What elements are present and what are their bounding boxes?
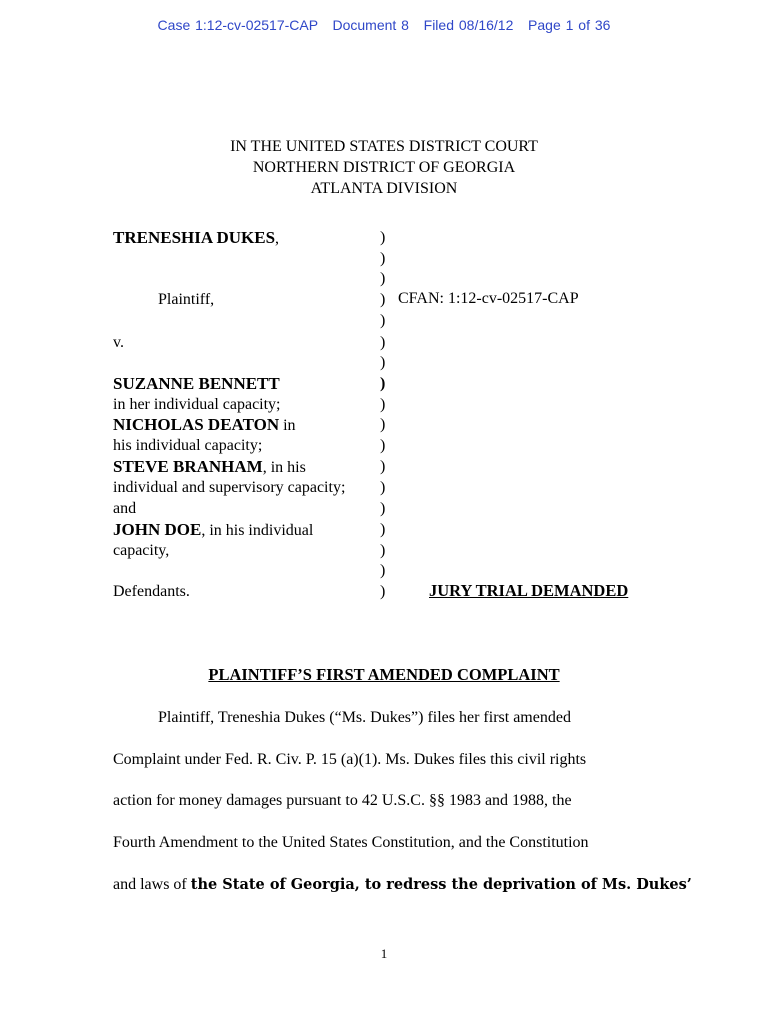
caption-paren: ) xyxy=(380,229,386,246)
body-paragraph-line xyxy=(113,875,692,895)
caption-paren: ) xyxy=(380,334,386,351)
court-heading-line-2: NORTHERN DISTRICT OF GEORGIA xyxy=(252,159,516,176)
case-number: CFAN: 1:12-cv-02517-CAP xyxy=(398,290,579,307)
complaint-title: PLAINTIFF’S FIRST AMENDED COMPLAINT xyxy=(208,665,560,684)
defendant-4-line xyxy=(113,520,313,541)
caption-paren: ) xyxy=(380,396,386,413)
body-paragraph-line: Plaintiff, Treneshia Dukes (“Ms. Dukes”) files her first amended xyxy=(158,709,571,726)
caption-paren: ) xyxy=(380,375,386,392)
body-line-emphasis: the State of Georgia, to redress the deprivation of Ms. Dukes’ xyxy=(190,876,692,893)
plaintiff-name: TRENESHIA DUKES xyxy=(113,228,276,247)
defendant-2-after: in xyxy=(279,417,296,434)
caption-paren: ) xyxy=(380,479,386,496)
body-paragraph-line: Fourth Amendment to the United States Constitution, and the Constitution xyxy=(113,834,589,851)
defendant-3-name: STEVE BRANHAM xyxy=(113,457,263,476)
defendant-2-name: NICHOLAS DEATON xyxy=(113,415,280,434)
caption-paren: ) xyxy=(380,542,386,559)
caption-paren: ) xyxy=(380,500,386,517)
caption-paren: ) xyxy=(380,458,386,475)
caption-paren: ) xyxy=(380,437,386,454)
caption-paren: ) xyxy=(380,416,386,433)
caption-paren: ) xyxy=(380,250,386,267)
defendant-3-line xyxy=(113,457,306,478)
caption-paren: ) xyxy=(380,521,386,538)
defendant-1-capacity: in her individual capacity; xyxy=(113,396,281,413)
ecf-header-stamp: Case 1:12-cv-02517-CAP Document 8 Filed 08/16/12 Page 1 of 36 xyxy=(157,17,611,33)
caption-paren: ) xyxy=(380,270,386,287)
court-heading-line-3: ATLANTA DIVISION xyxy=(310,180,458,197)
caption-paren: ) xyxy=(380,312,386,329)
plaintiff-comma: , xyxy=(275,230,280,247)
defendant-1-name: SUZANNE BENNETT xyxy=(113,374,280,393)
court-heading xyxy=(0,136,768,199)
defendant-4-after: , in his individual xyxy=(201,522,314,539)
defendant-4-name: JOHN DOE xyxy=(113,520,202,539)
caption-paren: ) xyxy=(380,562,386,579)
caption-paren: ) xyxy=(380,354,386,371)
body-paragraph-line: action for money damages pursuant to 42 U.S.C. §§ 1983 and 1988, the xyxy=(113,792,572,809)
defendant-3-capacity: individual and supervisory capacity; xyxy=(113,479,346,496)
caption-paren: ) xyxy=(380,583,386,600)
plaintiff-role: Plaintiff, xyxy=(158,291,215,308)
defendants-role: Defendants. xyxy=(113,583,190,600)
conjunction-and: and xyxy=(113,500,137,517)
plaintiff-line xyxy=(113,228,279,249)
body-line-start: and laws of xyxy=(113,876,191,893)
page-number: 1 xyxy=(380,946,388,961)
versus-label: v. xyxy=(113,334,124,351)
defendant-2-line xyxy=(113,415,296,436)
defendant-2-capacity: his individual capacity; xyxy=(113,437,263,454)
jury-trial-demand: JURY TRIAL DEMANDED xyxy=(429,581,629,600)
defendant-4-capacity: capacity, xyxy=(113,542,170,559)
caption-paren: ) xyxy=(380,291,386,308)
defendant-3-after: , in his xyxy=(262,459,306,476)
body-paragraph-line: Complaint under Fed. R. Civ. P. 15 (a)(1). Ms. Dukes files this civil rights xyxy=(113,751,587,768)
court-heading-line-1: IN THE UNITED STATES DISTRICT COURT xyxy=(230,138,538,155)
